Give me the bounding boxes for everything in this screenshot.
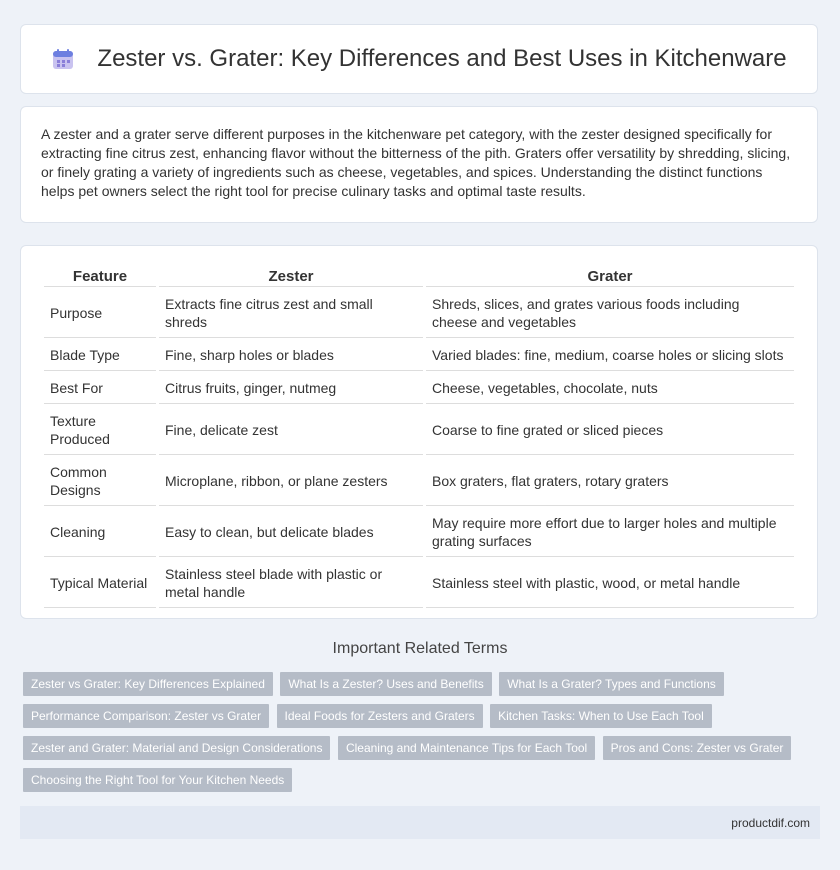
grater-cell: Stainless steel with plastic, wood, or metal handle xyxy=(426,559,794,608)
zester-cell: Fine, sharp holes or blades xyxy=(159,340,423,371)
grater-cell: May require more effort due to larger holes and multiple grating surfaces xyxy=(426,508,794,557)
feature-cell: Purpose xyxy=(44,289,156,338)
page-title: Zester vs. Grater: Key Differences and Best Uses in Kitchenware xyxy=(97,45,787,72)
related-terms-list xyxy=(23,672,823,800)
table-row xyxy=(44,457,794,506)
zester-cell: Fine, delicate zest xyxy=(159,406,423,455)
related-terms-title: Important Related Terms xyxy=(332,640,508,657)
related-term-tag[interactable]: What Is a Zester? Uses and Benefits xyxy=(280,672,491,696)
related-term-tag[interactable]: Performance Comparison: Zester vs Grater xyxy=(23,704,269,728)
calendar-icon xyxy=(51,47,75,71)
header-feature: Feature xyxy=(44,264,156,287)
header-zester: Zester xyxy=(159,264,423,287)
table-row xyxy=(44,406,794,455)
related-term-tag[interactable]: Ideal Foods for Zesters and Graters xyxy=(277,704,483,728)
table-row xyxy=(44,508,794,557)
grater-cell: Cheese, vegetables, chocolate, nuts xyxy=(426,373,794,404)
related-term-tag[interactable]: Cleaning and Maintenance Tips for Each Tool xyxy=(338,736,595,760)
table-row xyxy=(44,340,794,371)
related-term-tag[interactable]: Zester vs Grater: Key Differences Explained xyxy=(23,672,273,696)
table-row xyxy=(44,373,794,404)
footer xyxy=(20,806,820,839)
zester-cell: Extracts fine citrus zest and small shreds xyxy=(159,289,423,338)
intro-section xyxy=(20,106,818,223)
grater-cell: Coarse to fine grated or sliced pieces xyxy=(426,406,794,455)
feature-cell: Typical Material xyxy=(44,559,156,608)
feature-cell: Best For xyxy=(44,373,156,404)
feature-cell: Blade Type xyxy=(44,340,156,371)
zester-cell: Easy to clean, but delicate blades xyxy=(159,508,423,557)
zester-cell: Microplane, ribbon, or plane zesters xyxy=(159,457,423,506)
table-row xyxy=(44,559,794,608)
table-row xyxy=(44,289,794,338)
related-term-tag[interactable]: Zester and Grater: Material and Design Considerations xyxy=(23,736,330,760)
comparison-card xyxy=(20,245,818,619)
comparison-table xyxy=(41,262,797,610)
grater-cell: Shreds, slices, and grates various foods including cheese and vegetables xyxy=(426,289,794,338)
feature-cell: Common Designs xyxy=(44,457,156,506)
footer-site[interactable]: productdif.com xyxy=(731,815,810,830)
intro-text: A zester and a grater serve different purposes in the kitchenware pet category, with the zester designed specifically for extracting fine citrus zest, enhancing flavor without the bitterness of the pith. Graters offer versatility by shredding, slicing, or finely grating a variety of ingredients such as cheese, vegetables, and spices. Understanding the distinct functions helps pet owners select the right tool for precise culinary tasks and optimal taste results. xyxy=(41,126,791,199)
table-header-row xyxy=(44,264,794,287)
feature-cell: Cleaning xyxy=(44,508,156,557)
header-grater: Grater xyxy=(426,264,794,287)
related-term-tag[interactable]: Kitchen Tasks: When to Use Each Tool xyxy=(490,704,712,728)
related-term-tag[interactable]: Choosing the Right Tool for Your Kitchen Needs xyxy=(23,768,292,792)
related-term-tag[interactable]: What Is a Grater? Types and Functions xyxy=(499,672,724,696)
page-header xyxy=(20,24,818,94)
feature-cell: Texture Produced xyxy=(44,406,156,455)
grater-cell: Varied blades: fine, medium, coarse holes or slicing slots xyxy=(426,340,794,371)
grater-cell: Box graters, flat graters, rotary graters xyxy=(426,457,794,506)
zester-cell: Citrus fruits, ginger, nutmeg xyxy=(159,373,423,404)
zester-cell: Stainless steel blade with plastic or metal handle xyxy=(159,559,423,608)
related-term-tag[interactable]: Pros and Cons: Zester vs Grater xyxy=(603,736,792,760)
